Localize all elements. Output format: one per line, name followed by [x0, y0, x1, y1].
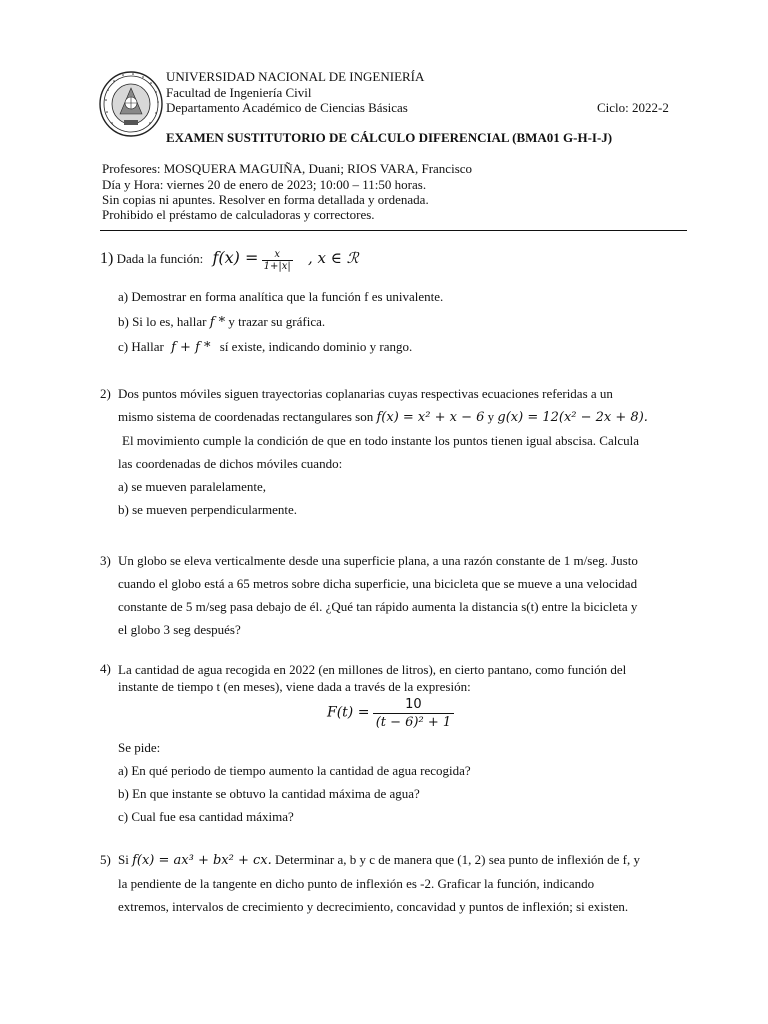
- q2-part-a: a) se mueven paralelamente,: [118, 479, 266, 494]
- q2-line-2-text: mismo sistema de coordenadas rectangulares son: [118, 409, 374, 424]
- faculty-name: Facultad de Ingeniería Civil: [166, 85, 312, 100]
- q2-line-4: las coordenadas de dichos móviles cuando:: [118, 456, 343, 471]
- question-2-number: 2): [100, 386, 111, 401]
- function-domain: , x ∈ ℛ: [308, 249, 359, 267]
- q5-line-1: [118, 848, 688, 872]
- q3-line-2: cuando el globo está a 65 metros sobre dicha superficie, una bicicleta que se mueve a una velocidad: [118, 576, 638, 591]
- q4-formula-fraction: [373, 696, 454, 731]
- fraction-numerator: x: [262, 249, 293, 261]
- q4-part-b: b) En que instante se obtuvo la cantidad máxima de agua?: [118, 786, 420, 801]
- question-number: 1): [100, 250, 114, 267]
- sum-symbol: f + f *: [171, 340, 211, 355]
- question-intro: Dada la función:: [116, 251, 204, 266]
- fraction-denominator: 1+|x|: [263, 260, 291, 272]
- department-name: Departamento Académico de Ciencias Básicas: [166, 100, 408, 115]
- question-1-heading: [100, 248, 359, 272]
- professors-line: Profesores: MOSQUERA MAGUIÑA, Duani; RIOS VARA, Francisco: [102, 161, 473, 176]
- q4-line-1: La cantidad de agua recogida en 2022 (en millones de litros), en cierto pantano, como función del: [118, 662, 627, 677]
- rule-line-2: Prohibido el préstamo de calculadoras y correctores.: [102, 207, 375, 222]
- question-1-part-b: [118, 314, 325, 330]
- datetime-line: Día y Hora: viernes 20 de enero de 2023; 10:00 – 11:50 horas.: [102, 177, 427, 192]
- q4-part-c: c) Cual fue esa cantidad máxima?: [118, 809, 294, 824]
- part-b-prefix: b) Si lo es, hallar: [118, 314, 207, 329]
- q5-line-1-suffix: Determinar a, b y c de manera que (1, 2) sea punto de inflexión de f, y: [275, 852, 640, 867]
- exam-title: EXAMEN SUSTITUTORIO DE CÁLCULO DIFERENCIAL (BMA01 G-H-I-J): [166, 130, 613, 145]
- question-4-number: 4): [100, 661, 111, 676]
- question-3-number: 3): [100, 553, 111, 568]
- q4-line-2: instante de tiempo t (en meses), viene dada a través de la expresión:: [118, 679, 471, 694]
- q3-line-4: el globo 3 seg después?: [118, 622, 241, 637]
- q2-g-expression: g(x) = 12(x² − 2x + 8).: [497, 410, 648, 425]
- q2-f-expression: f(x) = x² + x − 6: [376, 410, 485, 425]
- university-name: UNIVERSIDAD NACIONAL DE INGENIERÍA: [166, 69, 425, 84]
- q2-conjunction: y: [487, 409, 495, 424]
- rule-line-1: Sin copias ni apuntes. Resolver en forma detallada y ordenada.: [102, 192, 429, 207]
- question-1-part-a: a) Demostrar en forma analítica que la función f es univalente.: [118, 289, 444, 304]
- q2-line-1: Dos puntos móviles siguen trayectorias coplanarias cuyas respectivas ecuaciones referidas a un: [118, 386, 613, 401]
- part-b-suffix: y trazar su gráfica.: [228, 314, 326, 329]
- q5-line-3: extremos, intervalos de crecimiento y decrecimiento, concavidad y puntos de inflexión; si existen.: [118, 899, 629, 914]
- question-4-intro: [118, 661, 626, 695]
- header-divider: [100, 230, 687, 231]
- q5-line-1-prefix: Si: [118, 852, 129, 867]
- q5-f-expression: f(x) = ax³ + bx² + cx.: [132, 853, 272, 868]
- question-5-number: 5): [100, 852, 111, 867]
- q4-formula-lhs: F(t) =: [327, 704, 370, 721]
- question-4-parts: [118, 736, 471, 828]
- q3-line-3: constante de 5 m/seg pasa debajo de él. ¿Qué tan rápido aumenta la distancia s(t) entre la bicicleta y: [118, 599, 638, 614]
- question-5-body: [118, 848, 688, 918]
- function-fraction: [262, 249, 293, 272]
- q4-fraction-denominator: (t − 6)² + 1: [375, 715, 452, 730]
- part-c-prefix: c) Hallar: [118, 339, 164, 354]
- function-lhs: f(x) =: [212, 248, 259, 267]
- inverse-symbol: f *: [209, 315, 226, 330]
- q2-part-b: b) se mueven perpendicularmente.: [118, 502, 298, 517]
- q4-fraction-numerator: 10: [373, 696, 454, 714]
- q2-line-3: El movimiento cumple la condición de que en todo instante los puntos tienen igual abscisa. Calcula: [122, 433, 639, 448]
- q4-part-a: a) En qué periodo de tiempo aumento la cantidad de agua recogida?: [118, 763, 471, 778]
- question-1-part-c: [118, 339, 412, 355]
- university-seal: [98, 70, 164, 138]
- cycle-label: Ciclo: 2022-2: [597, 100, 669, 115]
- q2-line-2: [118, 405, 688, 429]
- question-3-body: [118, 549, 688, 641]
- q4-ask: Se pide:: [118, 740, 161, 755]
- q5-line-2: la pendiente de la tangente en dicho punto de inflexión es -2. Graficar la función, indicando: [118, 876, 595, 891]
- part-c-suffix: sí existe, indicando dominio y rango.: [219, 339, 413, 354]
- question-2-body: [118, 382, 688, 521]
- q4-formula: [327, 696, 454, 731]
- q3-line-1: Un globo se eleva verticalmente desde una superficie plana, a una razón constante de 1 m/seg. Justo: [118, 553, 638, 568]
